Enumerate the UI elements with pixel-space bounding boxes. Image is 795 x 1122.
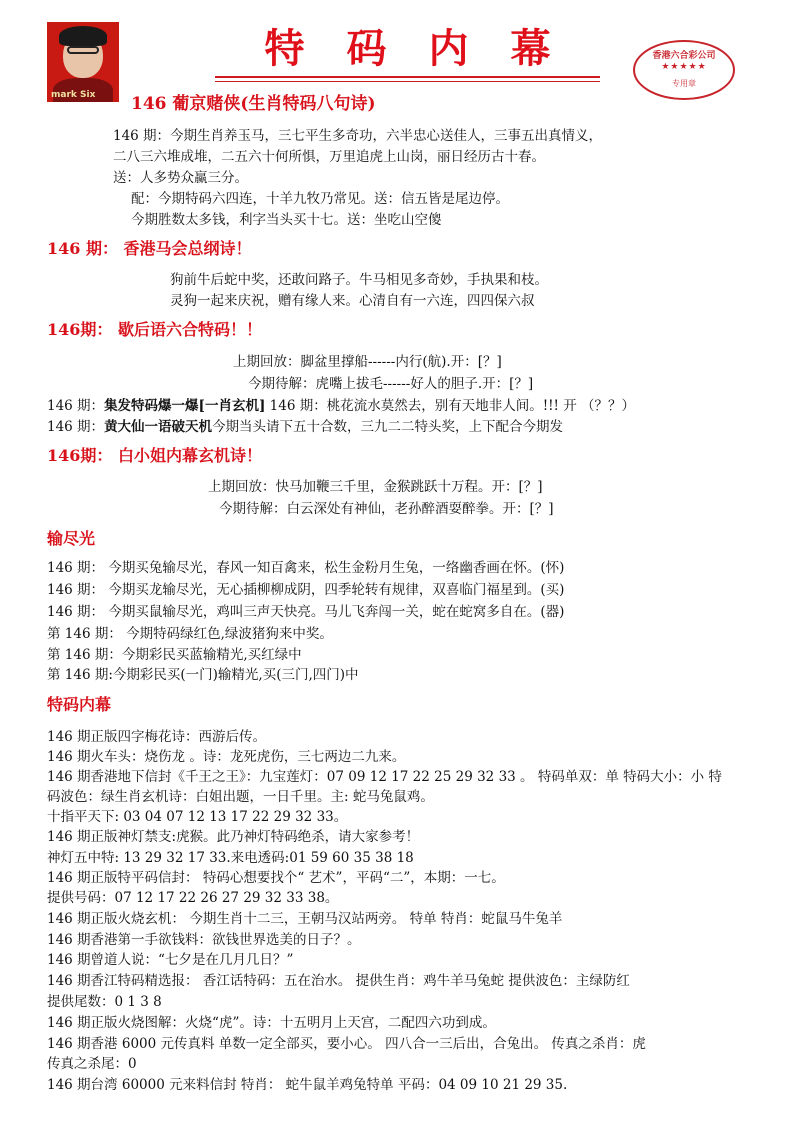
section-heading-xiehouyu: 146期： 歇后语六合特码！！: [47, 320, 262, 339]
stamp-top-text: 香港六合彩公司: [652, 51, 716, 61]
text-line: 二八三六堆成堆，二五六十何所惧，万里追虎上山岗，丽日经历古十春。: [113, 149, 545, 165]
photo-glasses: [67, 46, 99, 54]
text-line: 今期胜数太多钱，利字当头买十七。送：坐吃山空傻: [131, 212, 442, 228]
title-rule-top: [215, 76, 600, 78]
text-line: 神灯五中特: 13 29 32 17 33.来电透码:01 59 60 35 38 18: [47, 850, 414, 866]
text-line: 146 期台湾 60000 元来料信封 特肖： 蛇牛鼠羊鸡兔特单 平码：04 09 10 21 29 35.: [47, 1077, 568, 1093]
text-line: 146 期香港 6000 元传真料 单数一定全部买，要小心。 四八合一三后出，合兔出。 传真之杀肖：虎: [47, 1036, 646, 1052]
text-line: 146 期正版四字梅花诗：西游后传。: [47, 729, 267, 745]
text-line: 送：人多势众赢三分。: [113, 170, 248, 186]
row-prefix: 146 期：: [47, 398, 105, 414]
page-title: 特码内幕: [264, 26, 593, 72]
title-rule-bottom: [215, 81, 600, 82]
text-line: 狗前牛后蛇中奖，还敢问路子。牛马相见多奇妙，手执果和枝。: [170, 272, 548, 288]
text-line: 第 146 期： 今期特码绿红色,绿波猪狗来中奖。: [47, 626, 333, 642]
text-line: 146 期正版神灯禁支:虎猴。此乃神灯特码绝杀，请大家参考！: [47, 829, 420, 845]
text-line: 第 146 期:今期彩民买(一门)输精光,买(三门,四门)中: [47, 667, 359, 683]
text-line: 146 期香江特码精选报： 香江话特码：五在治水。 提供生肖：鸡牛羊马兔蛇 提供波色：主绿防红: [47, 973, 630, 989]
row-rest: 今期当头请下五十合数，三九二二特头奖，上下配合今期发: [212, 419, 564, 435]
row-bold: 集发特码爆一爆[一肖玄机]: [104, 398, 266, 414]
text-line: 146 期正版特平码信封： 特码心想要找个“ 艺术”，平码“二”，本期：一七。: [47, 870, 505, 886]
author-photo: [47, 22, 119, 102]
text-line: 今期待解：虎嘴上拔毛------好人的胆子.开：[？]: [248, 376, 534, 392]
text-line: 码波色：绿生肖玄机诗：白姐出题，一日千里。主: 蛇马兔鼠鸡。: [47, 789, 434, 805]
row-prefix: 146 期：: [47, 419, 105, 435]
text-line: 146 期： 今期买龙输尽光，无心插柳柳成阴，四季轮转有规律，双喜临门福星到。(买): [47, 582, 565, 598]
text-line: 上期回放：脚盆里撑船------内行(航).开：[？]: [233, 354, 502, 370]
section-heading-miss-bai: 146期： 白小姐内幕玄机诗！: [47, 446, 262, 465]
text-line-mixed: [47, 418, 563, 436]
section-heading-jockey-club: 146 期： 香港马会总纲诗！: [47, 239, 252, 258]
section-heading-lose-all: 输尽光: [47, 529, 96, 548]
text-line: 配：今期特码六四连，十羊九牧乃常见。送：信五皆是尾边停。: [131, 191, 509, 207]
photo-logo: mark Six: [51, 90, 96, 100]
stamp-bottom-text: 专用章: [672, 79, 696, 88]
text-line: 十指平天下: 03 04 07 12 13 17 22 29 32 33。: [47, 809, 348, 825]
section-heading-inside-info: 特码内幕: [47, 695, 112, 714]
official-stamp: [633, 40, 735, 100]
text-line: 146 期正版火烧图解：火烧“虎”。诗：十五明月上天宫，二配四六功到成。: [47, 1015, 496, 1031]
text-line: 146 期香港地下信封《千王之王》：九宝莲灯：07 09 12 17 22 25 29 32 33 。 特码单双：单 特码大小：小 特: [47, 769, 722, 785]
text-line: 上期回放：快马加鞭三千里，金猴跳跃十万程。开：[？]: [208, 479, 543, 495]
stamp-stars: ★★★★★: [661, 62, 707, 72]
section-heading-gambler: 146 葡京赌侠(生肖特码八句诗): [131, 94, 376, 114]
row-bold: 黄大仙一语破天机: [104, 419, 213, 435]
text-line: 提供号码：07 12 17 22 26 27 29 32 33 38。: [47, 890, 339, 906]
text-line: 第 146 期：今期彩民买蓝输精光,买红绿中: [47, 647, 302, 663]
text-line: 今期待解：白云深处有神仙，老孙醉酒耍醉拳。开：[？]: [219, 501, 554, 517]
text-line: 146 期：今期生肖养玉马，三七平生多奇功，六半忠心送佳人，三事五出真情义，: [113, 128, 603, 144]
text-line: 146 期： 今期买鼠输尽光，鸡叫三声天快亮。马儿飞奔闯一关，蛇在蛇窝多自在。(器): [47, 604, 565, 620]
text-line: 提供尾数：0 1 3 8: [47, 994, 162, 1010]
text-line: 146 期香港第一手欲钱料：欲钱世界选美的日子？。: [47, 932, 361, 948]
row-rest: 146 期：桃花流水莫然去，别有天地非人间。!!! 开 （？？）: [265, 398, 636, 414]
text-line: 146 期正版火烧玄机： 今期生肖十二三，王朝马汉站两旁。 特单 特肖：蛇鼠马牛兔羊: [47, 911, 563, 927]
text-line: 传真之杀尾：0: [47, 1056, 137, 1072]
text-line: 146 期： 今期买兔输尽光，春风一知百禽来，松生金粉月生兔，一络幽香画在怀。(怀): [47, 560, 565, 576]
text-line: 146 期曾道人说：“七夕是在几月几日？”: [47, 952, 294, 968]
photo-hair: [59, 26, 107, 46]
text-line: 灵狗一起来庆祝，赠有缘人来。心清自有一六连，四四保六叔: [170, 293, 535, 309]
text-line: 146 期火车头：烧伤龙 。诗：龙死虎伤，三七两边二九来。: [47, 749, 406, 765]
text-line-mixed: [47, 397, 635, 415]
